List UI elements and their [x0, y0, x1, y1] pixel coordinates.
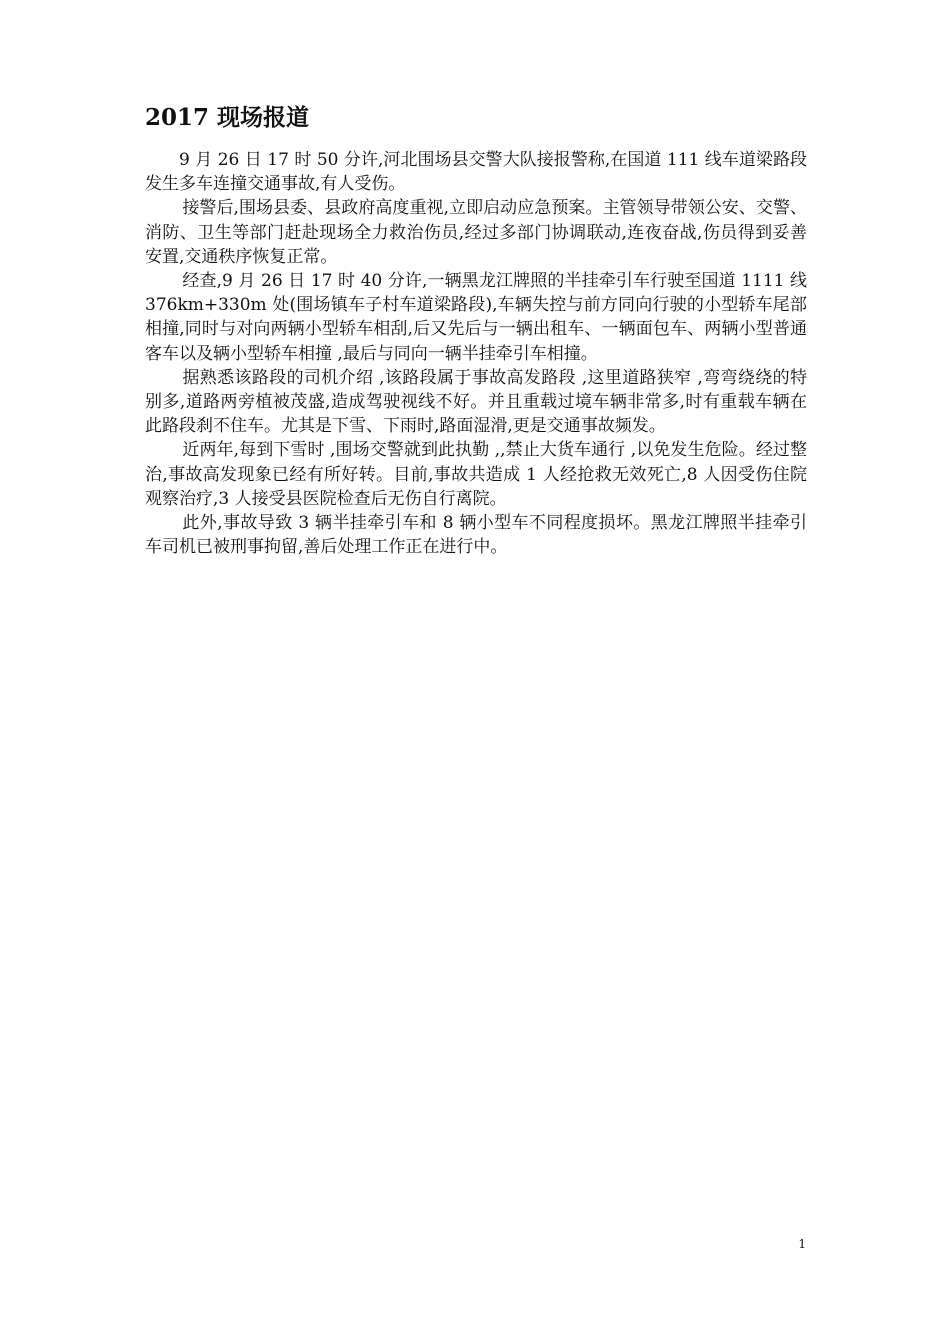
document-title: 2017 现场报道 [145, 104, 310, 131]
paragraph-report-received: 9 月 26 日 17 时 50 分许,河北围场县交警大队接报警称,在国道 111 线车道梁路段发生多车连撞交通事故,有人受伤。 [145, 150, 807, 195]
page-number: 1 [798, 1237, 806, 1251]
document-body [145, 148, 807, 559]
paragraph-casualties: 近两年,每到下雪时 ,围场交警就到此执勤 ,,禁止大货车通行 ,以免发生危险。经过整治,事故高发现象已经有所好转。目前,事故共造成 1 人经抢救无效死亡,8 人因受伤住院观察治疗,3 人接受县医院检查后无伤自行离院。 [145, 440, 807, 509]
paragraph-emergency-response: 接警后,围场县委、县政府高度重视,立即启动应急预案。主管领导带领公安、交警、消防、卫生等部门赶赴现场全力救治伤员,经过多部门协调联动,连夜奋战,伤员得到妥善安置,交通秩序恢复正常。 [145, 198, 807, 267]
paragraph-vehicle-damage: 此外,事故导致 3 辆半挂牵引车和 8 辆小型车不同程度损坏。黑龙江牌照半挂牵引车司机已被刑事拘留,善后处理工作正在进行中。 [145, 513, 807, 558]
paragraph-investigation: 经查,9 月 26 日 17 时 40 分许,一辆黑龙江牌照的半挂牵引车行驶至国道 1111 线 376km+330m 处(围场镇车子村车道梁路段),车辆失控与前方同向行驶的小型轿车尾部相撞,同时与对向两辆小型轿车相刮,后又先后与一辆出租车、一辆面包车、两辆小型普通客车以及辆小型轿车相撞 ,最后与同向一辆半挂牵引车相撞。 [145, 271, 807, 364]
paragraph-driver-account: 据熟悉该路段的司机介绍 ,该路段属于事故高发路段 ,这里道路狭窄 ,弯弯绕绕的特别多,道路两旁植被茂盛,造成驾驶视线不好。并且重载过境车辆非常多,时有重载车辆在此路段刹不住车。尤其是下雪、下雨时,路面湿滑,更是交通事故频发。 [145, 367, 807, 437]
